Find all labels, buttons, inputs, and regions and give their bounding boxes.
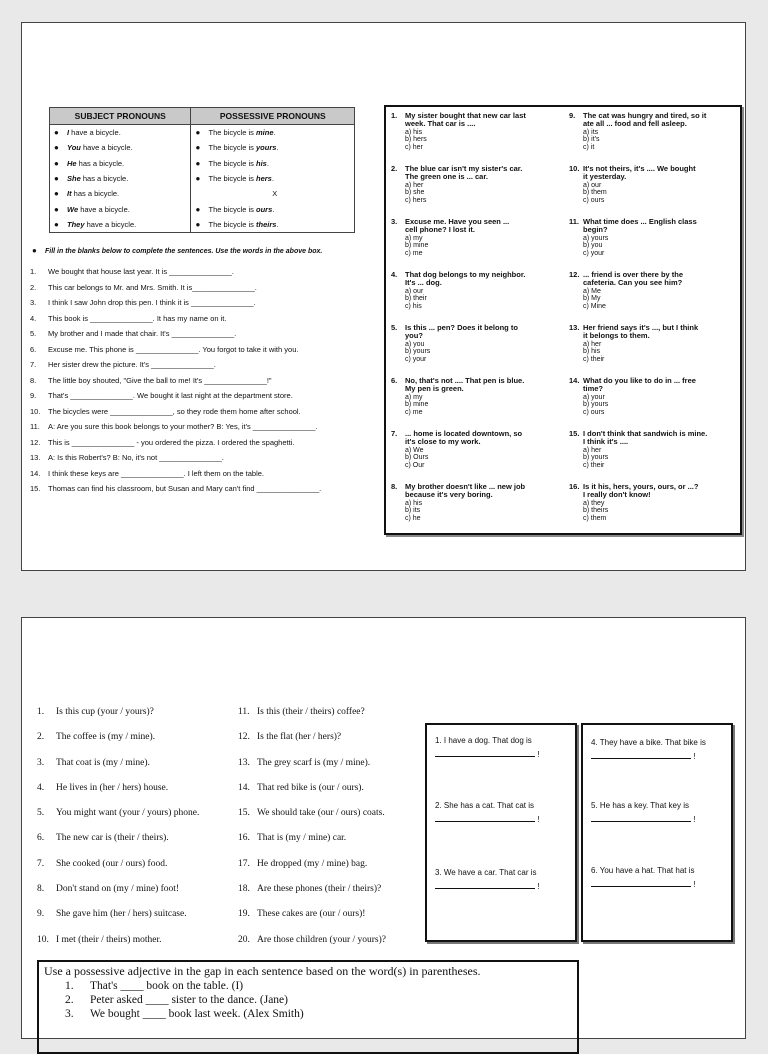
mcq-question: 15. I don't think that sandwich is mine. I think it's .... a) her b) yours c) their	[569, 429, 708, 469]
list-item: 10. The bicycles were _______________, so they rode them home after school.	[30, 406, 301, 416]
bullet-icon: ●	[54, 204, 59, 214]
list-item: 15. Thomas can find his classroom, but Susan and Mary can't find _______________.	[30, 484, 322, 493]
mcq-question: 11. What time does ... English class begin? a) yours b) you c) your	[569, 217, 697, 257]
list-item: 2. Peter asked ____ sister to the dance. (Jane)	[65, 994, 288, 1006]
mcq-question: 1. My sister bought that new car last week. That car is .... a) his b) hers c) her	[391, 111, 526, 151]
possessive-pronouns-header: POSSESSIVE PRONOUNS	[191, 108, 355, 125]
possessive-adjective-exercise	[37, 960, 579, 1054]
list-item: 2. This car belongs to Mr. and Mrs. Smith. It is_______________.	[30, 282, 257, 292]
bullet-icon: ●	[54, 174, 59, 184]
list-item: 14. I think these keys are _______________. I left them on the table.	[30, 468, 264, 478]
list-item: 9. She gave him (her / hers) suitcase.	[37, 909, 187, 920]
multiple-choice-box	[384, 105, 742, 535]
bullet-icon: ●	[54, 143, 59, 153]
pronoun-table	[49, 107, 355, 233]
list-item: 9. That's _______________. We bought it last night at the department store.	[30, 391, 293, 400]
bullet-icon: ●	[195, 174, 201, 184]
list-item: 11. Is this (their / theirs) coffee?	[238, 707, 365, 717]
list-item: 2. She has a cat. That cat is !	[435, 801, 540, 824]
mcq-question: 9. The cat was hungry and tired, so it ate all ... food and fell asleep. a) its b) it's c) it	[569, 111, 707, 151]
exercise-box-left	[425, 723, 577, 942]
list-item: 5. He has a key. That key is !	[591, 801, 696, 824]
mcq-question: 6. No, that's not .... That pen is blue. My pen is green. a) my b) mine c) me	[391, 376, 525, 416]
mcq-question: 16. Is it his, hers, yours, ours, or ...? I really don't know! a) they b) theirs c) them	[569, 482, 699, 522]
list-item: 3. That coat is (my / mine).	[37, 757, 150, 768]
list-item: 4. They have a bike. That bike is !	[591, 738, 706, 761]
list-item: 20. Are those children (your / yours)?	[238, 934, 387, 945]
table-row: ● They have a bicycle. ● The bicycle is theirs.	[50, 217, 355, 233]
bullet-icon: ●	[54, 219, 59, 229]
answer-line	[591, 812, 691, 822]
list-item: 13. A: Is this Robert's? B: No, it's not _______________.	[30, 453, 224, 462]
list-item: 1. Is this cup (your / yours)?	[37, 707, 154, 717]
list-item: 12. This is _______________ - you ordered the pizza. I ordered the spaghetti.	[30, 437, 295, 447]
bullet-icon: ●	[195, 158, 201, 168]
mcq-question: 7. ... home is located downtown, so it's close to my work. a) We b) Ours c) Our	[391, 429, 523, 469]
bullet-icon: ●	[195, 204, 201, 214]
list-item: 12. Is the flat (her / hers)?	[238, 732, 342, 743]
bullet-icon: ●	[195, 128, 201, 138]
list-item: 5. My brother and I made that chair. It's _______________.	[30, 329, 237, 338]
list-item: 3. We bought ____ book last week. (Alex Smith)	[65, 1008, 304, 1020]
worksheet-page-1	[21, 22, 746, 571]
list-item: 7. Her sister drew the picture. It's _______________.	[30, 360, 216, 369]
list-item: 11. A: Are you sure this book belongs to your mother? B: Yes, it's _______________.	[30, 422, 318, 431]
fill-instruction: ● Fill in the blanks below to complete the sentences. Use the words in the above box.	[32, 246, 323, 255]
mcq-question: 12. ... friend is over there by the cafeteria. Can you see him? a) Me b) My c) Mine	[569, 270, 684, 310]
table-row: ● I have a bicycle. ● The bicycle is mine.	[50, 125, 355, 141]
answer-line	[435, 747, 535, 757]
answer-line	[591, 877, 691, 887]
answer-line	[435, 812, 535, 822]
list-item: 6. You have a hat. That hat is !	[591, 866, 696, 889]
mcq-question: 8. My brother doesn't like ... new job because it's very boring. a) his b) its c) he	[391, 482, 526, 522]
fill-in-list	[30, 267, 321, 500]
subject-pronouns-header: SUBJECT PRONOUNS	[50, 108, 191, 125]
bullet-icon: ●	[195, 219, 201, 229]
exercise-title: Use a possessive adjective in the gap in each sentence based on the word(s) in parentheses.	[44, 964, 481, 978]
table-row: ● He has a bicycle. ● The bicycle is his.	[50, 156, 355, 171]
list-item: 3. I think I saw John drop this pen. I think it is _______________.	[30, 298, 256, 307]
list-item: 6. The new car is (their / theirs).	[37, 833, 169, 844]
list-item: 1. I have a dog. That dog is !	[435, 736, 540, 759]
choose-pronoun-list-left	[37, 707, 199, 960]
bullet-icon: ●	[54, 158, 59, 168]
list-item: 15. We should take (our / ours) coats.	[238, 808, 385, 819]
list-item: 5. You might want (your / yours) phone.	[37, 808, 200, 819]
bullet-icon: ●	[54, 128, 59, 138]
mcq-question: 3. Excuse me. Have you seen ... cell phone? I lost it. a) my b) mine c) me	[391, 217, 510, 257]
list-item: 14. That red bike is (our / ours).	[238, 782, 364, 793]
list-item: 10. I met (their / theirs) mother.	[37, 934, 162, 945]
worksheet-page-2	[21, 617, 746, 1039]
list-item: 7. She cooked (our / ours) food.	[37, 858, 168, 869]
mcq-question: 10. It's not theirs, it's .... We bought it yesterday. a) our b) them c) ours	[569, 164, 696, 204]
list-item: 18. Are these phones (their / theirs)?	[238, 884, 382, 895]
bullet-icon: ●	[195, 143, 201, 153]
list-item: 4. He lives in (her / hers) house.	[37, 782, 169, 793]
mcq-question: 5. Is this ... pen? Does it belong to you? a) you b) yours c) your	[391, 323, 518, 363]
list-item: 16. That is (my / mine) car.	[238, 833, 347, 844]
no-possessive-mark: X	[191, 186, 355, 201]
table-row: ● We have a bicycle. ● The bicycle is ours.	[50, 201, 355, 216]
answer-line	[435, 879, 535, 889]
exercise-box-right	[581, 723, 733, 942]
mcq-question: 13. Her friend says it's ..., but I think it belongs to them. a) her b) his c) their	[569, 323, 699, 363]
list-item: 13. The grey scarf is (my / mine).	[238, 757, 371, 768]
list-item: 3. We have a car. That car is !	[435, 868, 540, 891]
list-item: 4. This book is _______________. It has my name on it.	[30, 313, 227, 323]
answer-line	[591, 749, 691, 759]
bullet-icon: ●	[54, 189, 59, 199]
list-item: 1. That's ____ book on the table. (I)	[65, 980, 244, 992]
bullet-icon: ●	[32, 246, 37, 255]
list-item: 17. He dropped (my / mine) bag.	[238, 858, 368, 869]
choose-pronoun-list-right	[238, 707, 386, 960]
list-item: 19. These cakes are (our / ours)!	[238, 909, 366, 920]
mcq-question: 4. That dog belongs to my neighbor. It's ... dog. a) our b) their c) his	[391, 270, 526, 310]
list-item: 6. Excuse me. This phone is _______________. You forgot to take it with you.	[30, 344, 299, 354]
table-row: ● You have a bicycle. ● The bicycle is yours.	[50, 140, 355, 155]
table-row: ● She has a bicycle. ● The bicycle is hers.	[50, 171, 355, 186]
mcq-question: 2. The blue car isn't my sister's car. The green one is ... car. a) her b) she c) hers	[391, 164, 523, 204]
list-item: 8. Don't stand on (my / mine) foot!	[37, 884, 180, 895]
list-item: 1. We bought that house last year. It is _______________.	[30, 267, 234, 276]
list-item: 8. The little boy shouted, "Give the ball to me! It's _______________!"	[30, 375, 272, 385]
mcq-question: 14. What do you like to do in ... free time? a) your b) yours c) ours	[569, 376, 696, 416]
list-item: 2. The coffee is (my / mine).	[37, 732, 156, 743]
table-row: ● It has a bicycle. X	[50, 186, 355, 201]
